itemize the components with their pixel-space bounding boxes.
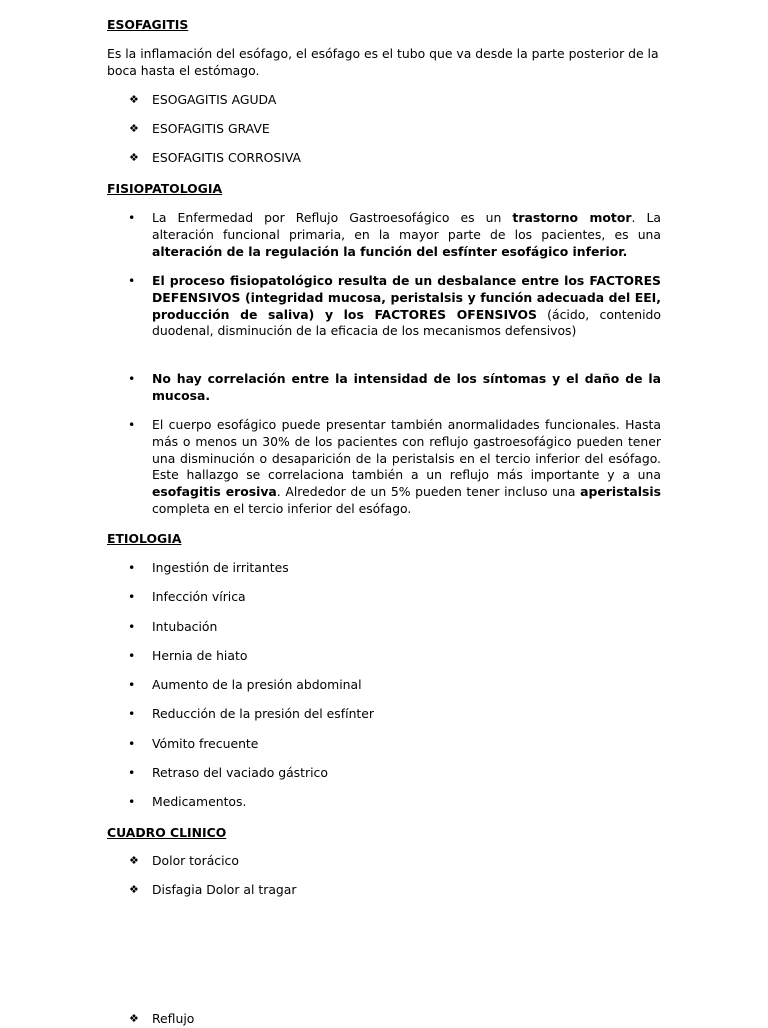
- bold-run: esofagitis erosiva: [152, 484, 277, 500]
- bullet-icon: •: [128, 677, 136, 693]
- diamond-bullet-icon: ❖: [129, 1012, 139, 1025]
- list-item-text: Reducción de la presión del esfínter: [152, 706, 374, 722]
- heading-etiologia: ETIOLOGIA: [107, 531, 182, 546]
- list-item: [107, 92, 661, 121]
- bullet-icon: •: [128, 735, 136, 751]
- fisio-item-1: [107, 210, 661, 260]
- heading-esofagitis: ESOFAGITIS: [107, 17, 189, 32]
- types-list: [107, 92, 661, 179]
- list-item: [107, 648, 661, 677]
- bold-run: aperistalsis: [580, 484, 661, 500]
- heading-cuadro-clinico: CUADRO CLINICO: [107, 825, 227, 840]
- fisio-item-2: [107, 273, 661, 340]
- list-item: [107, 765, 661, 794]
- list-item-text: Dolor torácico: [152, 853, 239, 868]
- section-esofagitis: [107, 16, 661, 33]
- list-item-text: Retraso del vaciado gástrico: [152, 765, 328, 781]
- list-item: [107, 706, 661, 735]
- list-item-text: ESOGAGITIS AGUDA: [152, 92, 277, 107]
- bold-run: No hay correlación entre la intensidad de los síntomas y el daño de la mucosa.: [152, 371, 661, 403]
- bullet-icon: •: [128, 794, 136, 810]
- bullet-icon: •: [128, 589, 136, 605]
- list-item-text: Infección vírica: [152, 589, 246, 605]
- list-item: [107, 619, 661, 648]
- bold-run: El proceso fisiopatológico resulta de un desbalance entre los FACTORES DEFENSIVOS (integridad mucosa, peristalsis y función adecuada del EEI, producción de saliva) y los FACTORES OFENSIVOS: [152, 273, 661, 322]
- list-item: [107, 853, 661, 882]
- list-item: [107, 677, 661, 706]
- bullet-icon: •: [128, 417, 136, 432]
- list-item-text: ESOFAGITIS GRAVE: [152, 121, 270, 136]
- list-item: [107, 371, 661, 405]
- list-item: [107, 736, 661, 765]
- heading-fisiopatologia: FISIOPATOLOGIA: [107, 181, 223, 196]
- list-item-text: Intubación: [152, 618, 218, 634]
- list-item: [107, 794, 661, 823]
- bullet-icon: •: [128, 273, 136, 288]
- list-item-text: Hernia de hiato: [152, 647, 248, 663]
- bullet-icon: •: [128, 560, 136, 575]
- intro-paragraph: Es la inflamación del esófago, el esófago es el tubo que va desde la parte posterior de la boca hasta el estómago.: [107, 46, 659, 78]
- list-item: [107, 210, 661, 260]
- bullet-icon: •: [128, 647, 136, 663]
- cuadro-list: [107, 853, 661, 911]
- list-item: [107, 121, 661, 150]
- section-etiologia: [107, 530, 181, 547]
- diamond-bullet-icon: ❖: [129, 93, 139, 106]
- list-item: [107, 1011, 661, 1028]
- list-item: [107, 273, 661, 340]
- list-item: [107, 882, 661, 911]
- intro-block: [107, 45, 661, 79]
- bold-run: trastorno motor: [512, 210, 632, 225]
- diamond-bullet-icon: ❖: [129, 151, 139, 164]
- bullet-icon: •: [128, 371, 136, 386]
- list-item: [107, 417, 661, 518]
- text-run: (ácido, contenido duodenal, disminución de la eficacia de los mecanismos defensivos): [152, 306, 661, 339]
- list-item: [107, 589, 661, 618]
- list-item: [107, 560, 661, 589]
- list-item-text: Ingestión de irritantes: [152, 560, 289, 575]
- list-item-text: Vómito frecuente: [152, 735, 259, 751]
- diamond-bullet-icon: ❖: [129, 854, 139, 867]
- bullet-icon: •: [128, 210, 136, 225]
- bold-run: alteración de la regulación la función del esfínter esofágico inferior.: [152, 243, 628, 259]
- bullet-icon: •: [128, 706, 136, 722]
- diamond-bullet-icon: ❖: [129, 883, 139, 896]
- text-run: completa en el tercio inferior del esófago.: [152, 500, 412, 516]
- text-run: . La alteración funcional primaria, en la mayor parte de los pacientes, es una: [152, 210, 661, 242]
- section-fisiopatologia: [107, 180, 222, 197]
- bullet-icon: •: [128, 765, 136, 781]
- bullet-icon: •: [128, 618, 136, 634]
- list-item: [107, 150, 661, 179]
- text-run: La Enfermedad por Reflujo Gastroesofágico es un: [152, 210, 513, 225]
- diamond-bullet-icon: ❖: [129, 122, 139, 135]
- etiologia-list: [107, 560, 661, 824]
- fisio-item-3: [107, 371, 661, 405]
- list-item-text: Disfagia Dolor al tragar: [152, 882, 297, 897]
- list-item-text: ESOFAGITIS CORROSIVA: [152, 150, 302, 165]
- text-run: El cuerpo esofágico puede presentar también anormalidades funcionales. Hasta más o menos un 30% de los pacientes con reflujo gastroesofágico pueden tener una disminución o desaparición de la peristalsis en el tercio inferior del esófago. Este hallazgo se correlaciona también a un reflujo más importante y a una: [152, 417, 661, 483]
- cuadro-list-continued: [107, 1011, 661, 1028]
- list-item-text: Reflujo: [152, 1011, 195, 1026]
- list-item-text: Medicamentos.: [152, 794, 247, 810]
- list-item-text: Aumento de la presión abdominal: [152, 677, 362, 693]
- text-run: . Alrededor de un 5% pueden tener incluso una: [276, 484, 581, 500]
- fisio-item-4: [107, 417, 661, 518]
- section-cuadro-clinico: [107, 824, 226, 841]
